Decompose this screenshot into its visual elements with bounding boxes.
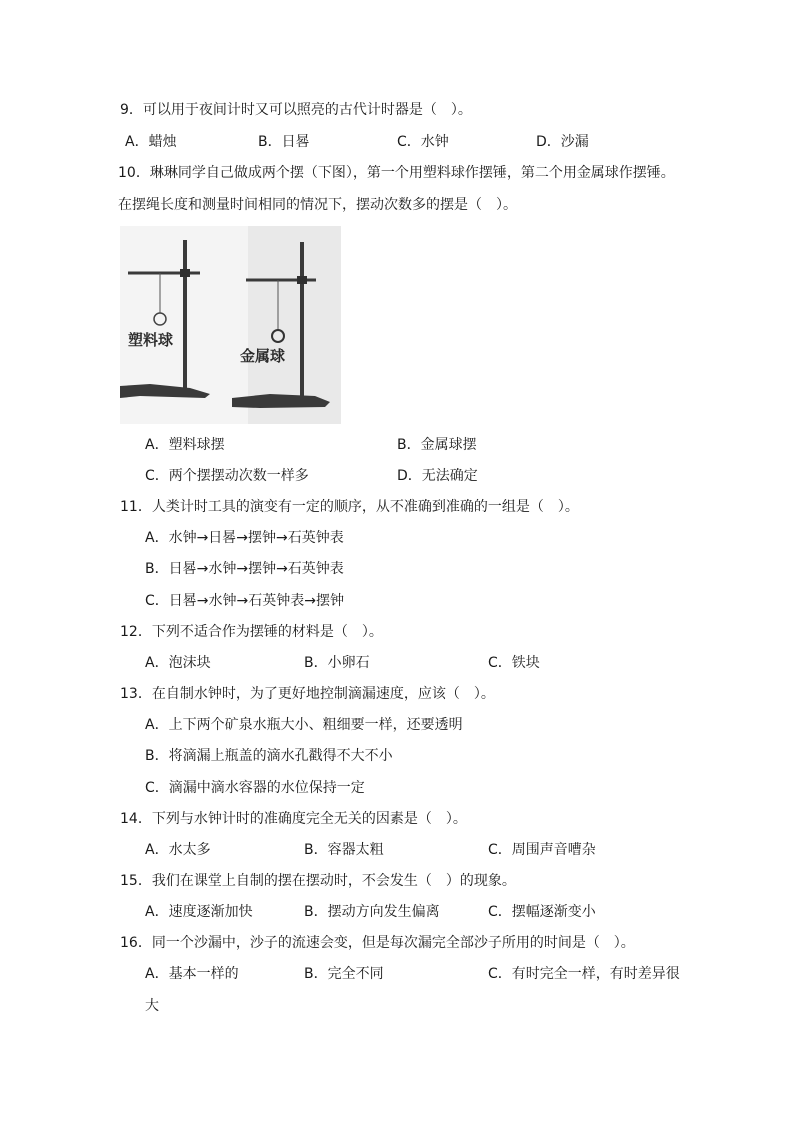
question-13-option-a[interactable]: A．上下两个矿泉水瓶大小、粗细要一样，还要透明 [145, 717, 463, 733]
question-16-stem: 16．同一个沙漏中，沙子的流速会变，但是每次漏完全部沙子所用的时间是（ ）。 [120, 935, 635, 951]
question-13-option-b[interactable]: B．将滴漏上瓶盖的滴水孔戳得不大不小 [145, 748, 393, 764]
question-10-option-c[interactable]: C．两个摆摆动次数一样多 [145, 468, 309, 484]
question-9-option-b[interactable]: B．日晷 [258, 134, 310, 150]
question-16-option-b[interactable]: B．完全不同 [304, 966, 384, 982]
question-9-stem: 9．可以用于夜间计时又可以照亮的古代计时器是（ ）。 [120, 102, 472, 118]
question-15-stem: 15．我们在课堂上自制的摆在摆动时，不会发生（ ）的现象。 [120, 873, 516, 889]
question-14-option-a[interactable]: A．水太多 [145, 842, 211, 858]
question-13-stem: 13．在自制水钟时，为了更好地控制滴漏速度，应该（ ）。 [120, 686, 495, 702]
question-10-stem-line1: 10．琳琳同学自己做成两个摆（下图），第一个用塑料球作摆锤，第二个用金属球作摆锤。 [118, 165, 675, 181]
question-14-option-b[interactable]: B．容器太粗 [304, 842, 384, 858]
question-11-option-c[interactable]: C．日晷→水钟→石英钟表→摆钟 [145, 593, 344, 609]
question-9-option-d[interactable]: D．沙漏 [536, 134, 589, 150]
question-14-option-c[interactable]: C．周围声音嘈杂 [488, 842, 596, 858]
question-11-option-a[interactable]: A．水钟→日晷→摆钟→石英钟表 [145, 530, 344, 546]
question-12-stem: 12．下列不适合作为摆锤的材料是（ ）。 [120, 624, 383, 640]
question-9-option-a[interactable]: A．蜡烛 [125, 134, 177, 150]
question-14-stem: 14．下列与水钟计时的准确度完全无关的因素是（ ）。 [120, 811, 467, 827]
pendulum-stands-drawing [120, 226, 341, 424]
question-12-option-b[interactable]: B．小卵石 [304, 655, 370, 671]
question-10-stem-line2: 在摆绳长度和测量时间相同的情况下，摆动次数多的摆是（ ）。 [118, 197, 517, 213]
question-10-option-a[interactable]: A．塑料球摆 [145, 437, 225, 453]
question-9-option-c[interactable]: C．水钟 [397, 134, 449, 150]
question-15-option-c[interactable]: C．摆幅逐渐变小 [488, 904, 596, 920]
question-16-option-c-wrap: 大 [145, 998, 159, 1014]
question-11-stem: 11．人类计时工具的演变有一定的顺序，从不准确到准确的一组是（ ）。 [120, 499, 579, 515]
question-10-option-d[interactable]: D．无法确定 [397, 468, 478, 484]
question-15-option-a[interactable]: A．速度逐渐加快 [145, 904, 253, 920]
question-12-option-a[interactable]: A．泡沫块 [145, 655, 211, 671]
question-16-option-a[interactable]: A．基本一样的 [145, 966, 239, 982]
question-11-option-b[interactable]: B．日晷→水钟→摆钟→石英钟表 [145, 561, 344, 577]
question-13-option-c[interactable]: C．滴漏中滴水容器的水位保持一定 [145, 780, 365, 796]
pendulum-figure [120, 226, 341, 424]
question-16-option-c[interactable]: C．有时完全一样，有时差异很 [488, 966, 680, 982]
question-15-option-b[interactable]: B．摆动方向发生偏离 [304, 904, 440, 920]
question-12-option-c[interactable]: C．铁块 [488, 655, 540, 671]
question-10-option-b[interactable]: B．金属球摆 [397, 437, 477, 453]
figure-label-metal-ball: 金属球 [240, 347, 286, 365]
figure-label-plastic-ball: 塑料球 [128, 331, 174, 349]
